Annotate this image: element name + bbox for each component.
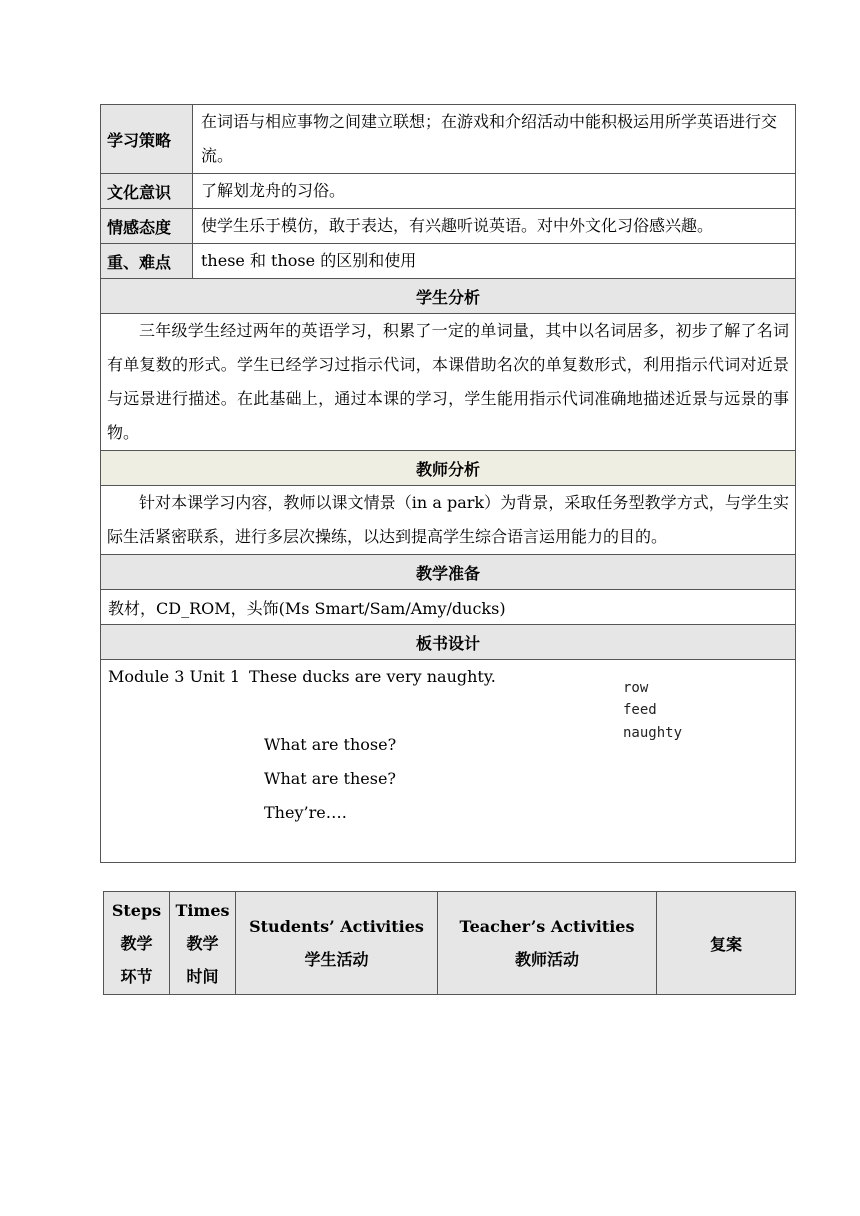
times-cn-1: 教学	[186, 933, 219, 953]
board-word: naughty	[623, 725, 683, 741]
row-value: 在词语与相应事物之间建立联想；在游戏和介绍活动中能积极运用所学英语进行交流。	[193, 105, 796, 174]
row-value: 了解划龙舟的习俗。	[193, 174, 796, 209]
board-heading: These ducks are very naughty.	[249, 667, 496, 686]
table-row	[101, 209, 796, 244]
times-cn-2: 时间	[186, 966, 219, 986]
steps-table	[103, 891, 796, 995]
steps-en: Steps	[111, 900, 162, 920]
row-label: 情感态度	[101, 209, 193, 244]
section-body-row	[101, 486, 796, 555]
section-body-row	[101, 660, 796, 863]
section-header-row	[101, 279, 796, 314]
students-activities-header	[236, 892, 438, 995]
teacher-cn: 教师活动	[514, 950, 579, 969]
student-analysis-title: 学生分析	[101, 279, 796, 314]
teacher-en: Teacher’s Activities	[459, 917, 635, 936]
students-en: Students’ Activities	[249, 917, 424, 936]
row-label: 学习策略	[101, 105, 193, 174]
row-value: these 和 those 的区别和使用	[193, 244, 796, 279]
board-design	[101, 660, 795, 862]
times-column-header	[170, 892, 236, 995]
section-header-row	[101, 451, 796, 486]
preparation-text: 教材，CD_ROM，头饰(Ms Smart/Sam/Amy/ducks)	[101, 590, 796, 625]
section-body-row	[101, 314, 796, 451]
board-sentence: They’re….	[264, 803, 347, 822]
teacher-activities-header	[438, 892, 657, 995]
board-word: feed	[623, 702, 657, 718]
teacher-analysis-text: 针对本课学习内容，教师以课文情景（in a park）为背景，采取任务型教学方式，与学生实际生活紧密联系，进行多层次操练，以达到提高学生综合语言运用能力的目的。	[101, 486, 796, 555]
row-value: 使学生乐于模仿，敢于表达，有兴趣听说英语。对中外文化习俗感兴趣。	[193, 209, 796, 244]
row-label: 重、难点	[101, 244, 193, 279]
preparation-title: 教学准备	[101, 555, 796, 590]
board-sentence: What are those?	[264, 735, 397, 754]
steps-header-row	[104, 892, 796, 995]
table-row	[101, 105, 796, 174]
board-sentence: What are these?	[264, 769, 397, 788]
steps-cn-1: 教学	[120, 933, 153, 953]
section-body-row	[101, 590, 796, 625]
times-en: Times	[175, 900, 230, 920]
student-analysis-text: 三年级学生经过两年的英语学习，积累了一定的单词量，其中以名词居多，初步了解了名词有单复数的形式。学生已经学习过指示代词，本课借助名次的单复数形式，利用指示代词对近景与远景进行描述。在此基础上，通过本课的学习，学生能用指示代词准确地描述近景与远景的事物。	[101, 314, 796, 451]
review-header: 复案	[657, 892, 796, 995]
row-label: 文化意识	[101, 174, 193, 209]
steps-cn-2: 环节	[120, 966, 153, 986]
section-header-row	[101, 625, 796, 660]
table-row	[101, 244, 796, 279]
teacher-analysis-title: 教师分析	[101, 451, 796, 486]
lesson-plan-table	[100, 104, 796, 863]
board-unit: Module 3 Unit 1	[108, 667, 241, 686]
board-design-title: 板书设计	[101, 625, 796, 660]
section-header-row	[101, 555, 796, 590]
steps-column-header	[104, 892, 170, 995]
students-cn: 学生活动	[304, 950, 369, 969]
table-row	[101, 174, 796, 209]
board-word: row	[623, 680, 649, 696]
